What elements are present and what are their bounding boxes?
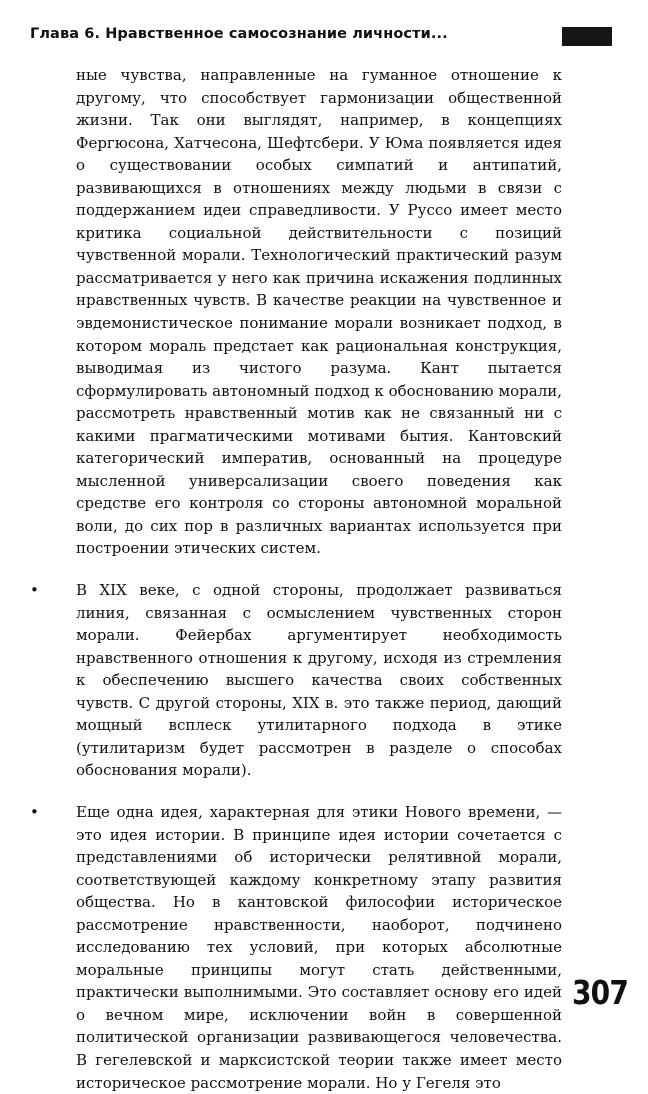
continued-paragraph: ные чувства, направленные на гуманное отношение к другому, что способствует гармонизации общественной жизни. Так они выглядят, например, в концепциях Фергюсона, Хатчесона, Шефтсбери. У Юма появляется идея о существовании особых симпатий и антипатий, развивающихся в отношениях между людьми в связи с поддержанием идеи справедливости. У Руссо имеет место критика социальной действительности с позиций чувственной морали. Технологический практический разум рассматривается у него как причина искажения подлинных нравственных чувств. В качестве реакции на чувственное и эвдемонистическое понимание морали возникает подход, в котором мораль предстает как рациональная конструкция, выводимая из чистого разума. Кант пытается сформулировать автономный подход к обоснованию морали, рассмотреть нравственный мотив как не связанный ни с какими прагматическими мотивами бытия. Кантовский категорический императив, основанный на процедуре мысленной универсализации своего поведения как средстве его контроля со стороны автономной моральной воли, до сих пор в различных вариантах используется при построении этических систем. — [76, 66, 562, 558]
running-header — [30, 24, 612, 48]
list-item — [30, 579, 562, 782]
bullet-marker: • — [30, 802, 39, 821]
bullet-text: Еще одна идея, характерная для этики Нового времени, — это идея истории. В принципе идея истории сочетается с представлениями об исторически релятивной морали, соответствующей каждому конкретному этапу развития общества. Но в кантовской философии историческое рассмотрение нравственности, наоборот, подчинено исследованию тех условий, при которых абсолютные моральные принципы могут стать действенными, практически выполнимыми. Это составляет основу его идей о вечном мире, исключении войн в совершенной политической организации развивающегося человечества. В гегелевской и марксистской теории также имеет место историческое рассмотрение морали. Но у Гегеля это — [76, 802, 562, 1092]
page-number: 307 — [572, 973, 629, 1012]
list-item — [30, 801, 562, 1094]
header-black-tab — [562, 27, 612, 46]
bullet-list — [30, 579, 562, 1094]
bullet-text: В XIX веке, с одной стороны, продолжает развиваться линия, связанная с осмыслением чувственных сторон морали. Фейербах аргументирует необходимость нравственного отношения к другому, исходя из стремления к обеспечению высшего качества своих собственных чувств. С другой стороны, XIX в. это также период, дающий мощный всплеск утилитарного подхода в этике (утилитаризм будет рассмотрен в разделе о способах обоснования морали). — [76, 581, 562, 780]
chapter-title: Глава 6. Нравственное самосознание личности... — [30, 26, 448, 42]
bullet-marker: • — [30, 581, 39, 600]
page-body — [30, 64, 562, 1094]
